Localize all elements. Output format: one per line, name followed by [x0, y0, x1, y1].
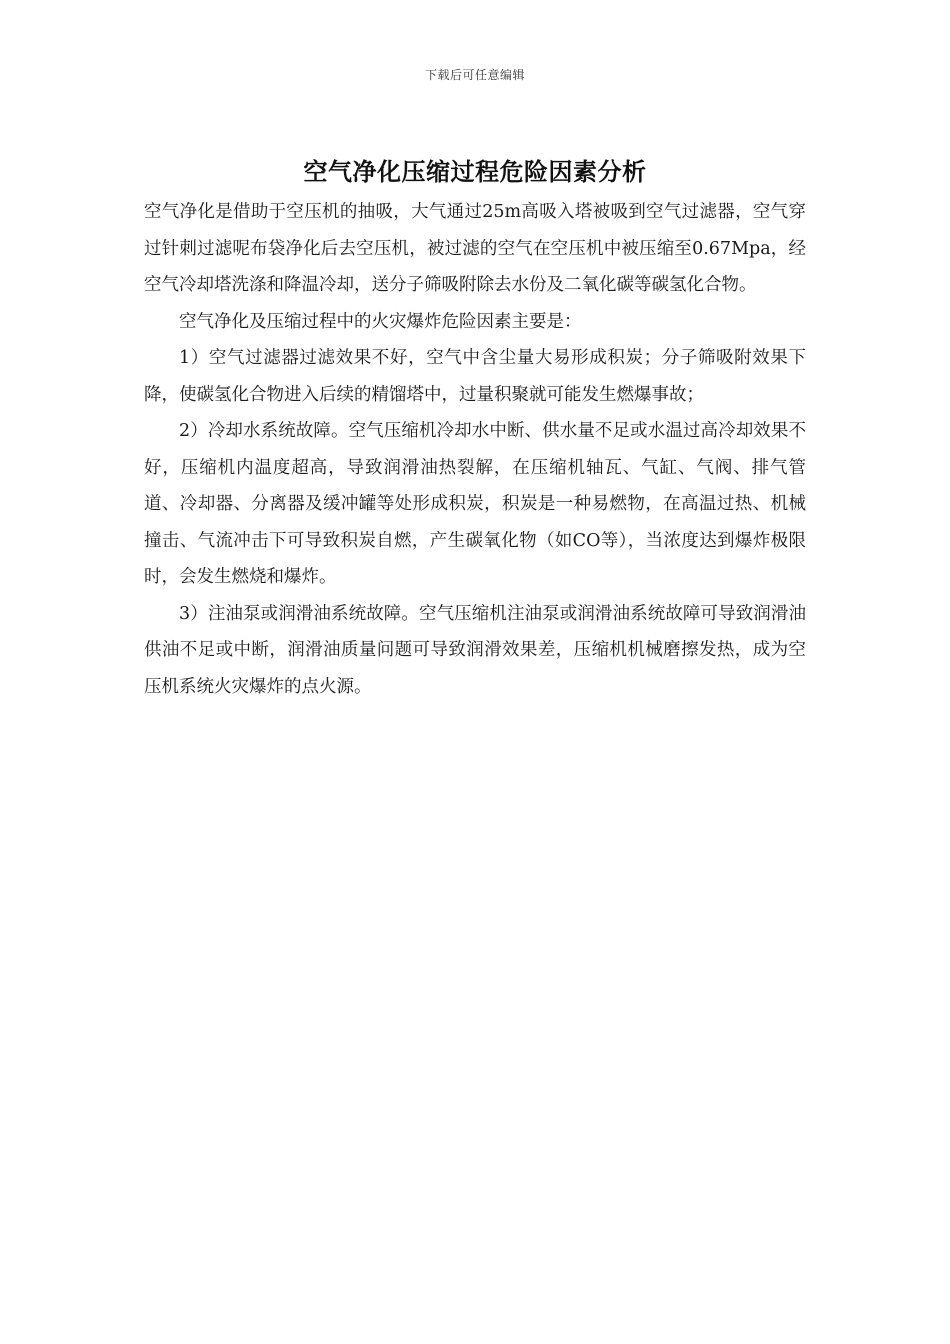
- paragraph-hazards-heading: 空气净化及压缩过程中的火灾爆炸危险因素主要是：: [179, 311, 582, 332]
- paragraph-hazard-3: 3）注油泵或润滑油系统故障。空气压缩机注油泵或润滑油系统故障可导致润滑油供油不足或中断，润滑油质量问题可导致润滑效果差，压缩机机械磨擦发热，成为空压机系统火灾爆炸的点火源。: [144, 603, 806, 697]
- paragraph-intro: 空气净化是借助于空压机的抽吸，大气通过25m高吸入塔被吸到空气过滤器，空气穿过针刺过滤呢布袋净化后去空压机，被过滤的空气在空压机中被压缩至0.67Mpa，经空气冷却塔洗涤和降温冷却，送分子筛吸附除去水份及二氧化碳等碳氢化合物。: [144, 202, 806, 295]
- document-title: 空气净化压缩过程危险因素分析: [303, 158, 647, 186]
- paragraph-hazard-1: 1）空气过滤器过滤效果不好，空气中含尘量大易形成积炭；分子筛吸附效果下降，使碳氢化合物进入后续的精馏塔中，过量积聚就可能发生燃爆事故；: [144, 348, 806, 405]
- page-header-note: 下载后可任意编辑: [424, 68, 525, 82]
- paragraph-hazard-2: 2）冷却水系统故障。空气压缩机冷却水中断、供水量不足或水温过高冷却效果不好，压缩机内温度超高，导致润滑油热裂解，在压缩机轴瓦、气缸、气阀、排气管道、冷却器、分离器及缓冲罐等处形成积炭，积炭是一种易燃物，在高温过热、机械撞击、气流冲击下可导致积炭自燃，产生碳氧化物（如CO等），当浓度达到爆炸极限时，会发生燃烧和爆炸。: [144, 421, 806, 587]
- document-body: [144, 194, 806, 705]
